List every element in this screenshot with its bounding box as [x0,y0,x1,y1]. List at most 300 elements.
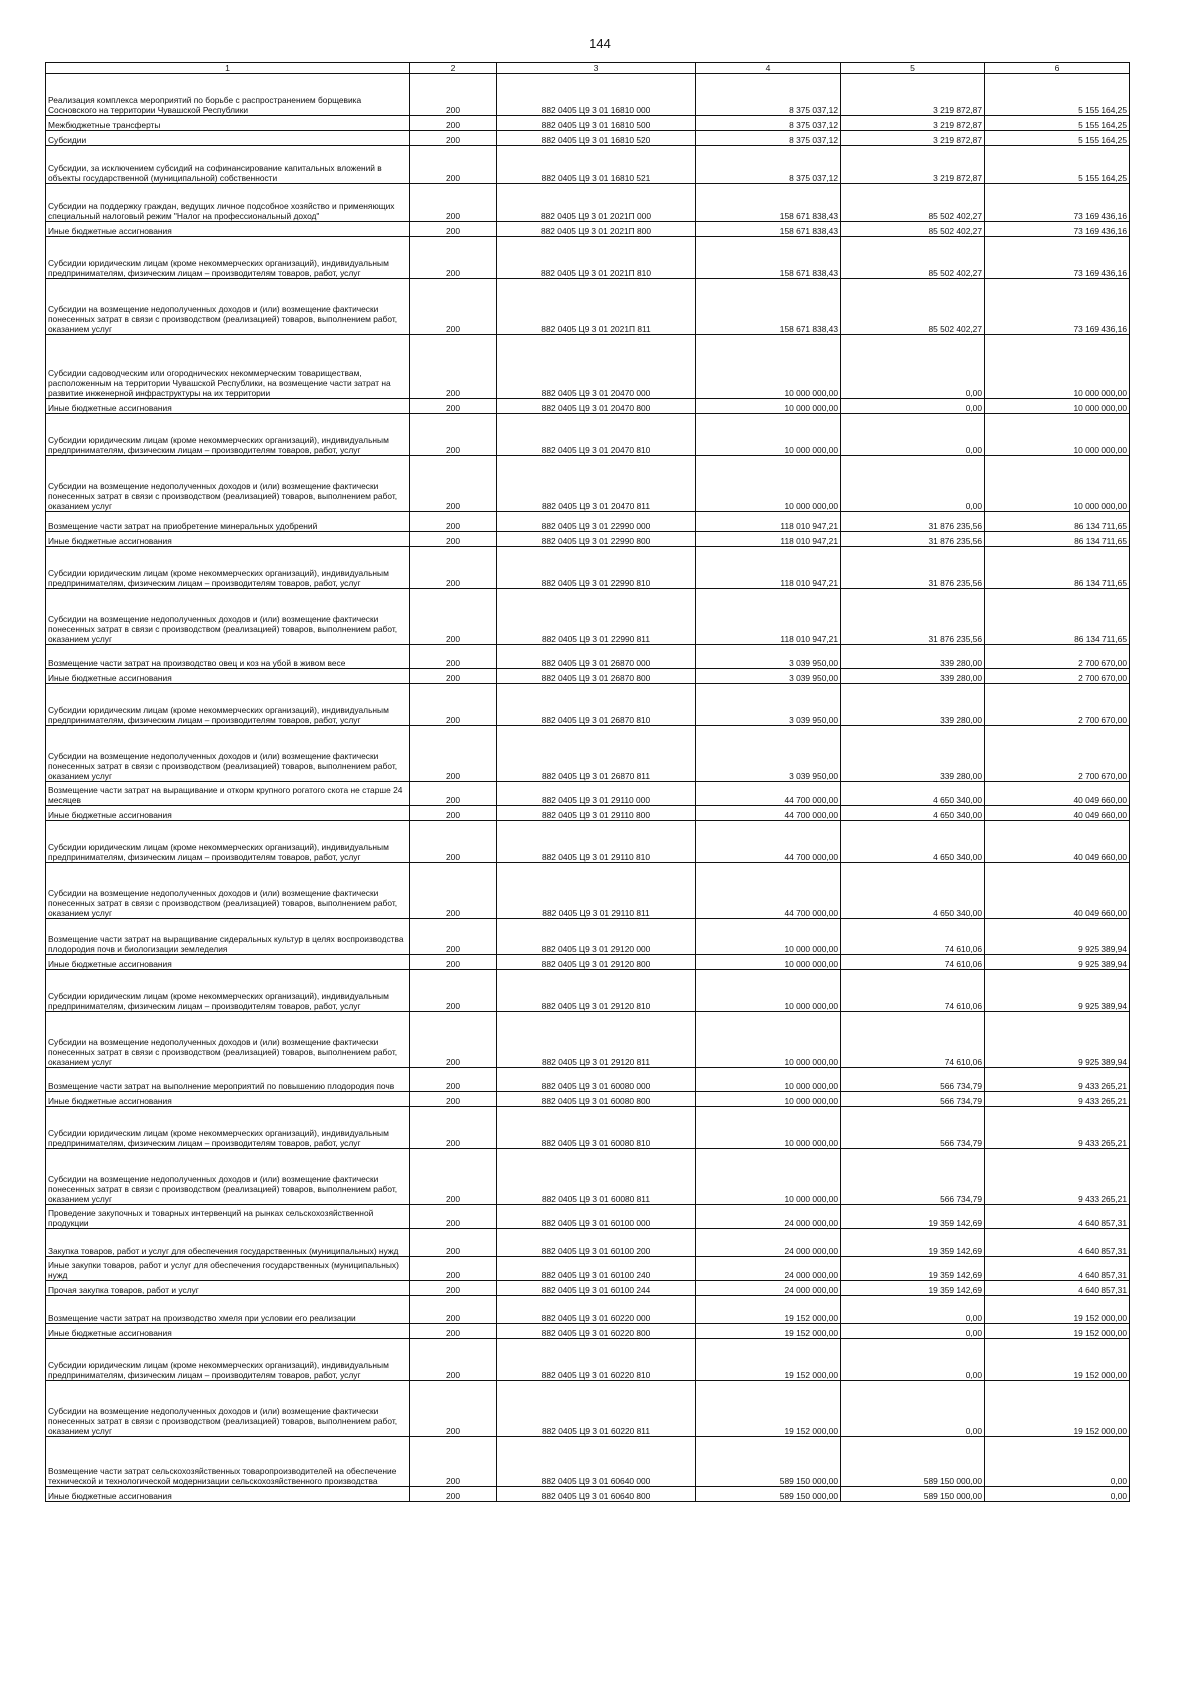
row-classification-cell: 882 0405 Ц9 3 01 20470 800 [497,399,696,414]
table-row [46,279,1130,335]
budget-table [45,62,1130,1502]
row-code-cell: 200 [410,1092,497,1107]
row-classification-cell: 882 0405 Ц9 3 01 29110 000 [497,782,696,806]
table-row [46,131,1130,146]
row-value-col6-cell: 9 433 265,21 [985,1068,1130,1092]
row-value-col4-cell: 118 010 947,21 [696,589,841,645]
row-name-cell: Субсидии юридическим лицам (кроме некоммерческих организаций), индивидуальным предпринимателям, физическим лицам – производителям товаров, работ, услуг [46,1339,410,1381]
row-name-cell: Иные бюджетные ассигнования [46,955,410,970]
row-value-col5-cell: 19 359 142,69 [841,1229,985,1257]
row-value-col5-cell: 19 359 142,69 [841,1205,985,1229]
row-value-col4-cell: 19 152 000,00 [696,1324,841,1339]
row-classification-cell: 882 0405 Ц9 3 01 29110 811 [497,863,696,919]
row-value-col4-cell: 10 000 000,00 [696,970,841,1012]
row-classification-cell: 882 0405 Ц9 3 01 60100 240 [497,1257,696,1281]
row-code-cell: 200 [410,669,497,684]
row-classification-cell: 882 0405 Ц9 3 01 60220 000 [497,1296,696,1324]
table-row [46,726,1130,782]
row-value-col5-cell: 85 502 402,27 [841,237,985,279]
row-code-cell: 200 [410,782,497,806]
row-name-cell: Субсидии юридическим лицам (кроме некоммерческих организаций), индивидуальным предпринимателям, физическим лицам – производителям товаров, работ, услуг [46,821,410,863]
row-value-col5-cell: 339 280,00 [841,726,985,782]
row-value-col6-cell: 73 169 436,16 [985,184,1130,222]
row-value-col5-cell: 74 610,06 [841,1012,985,1068]
row-value-col5-cell: 19 359 142,69 [841,1257,985,1281]
row-value-col6-cell: 2 700 670,00 [985,684,1130,726]
row-value-col5-cell: 566 734,79 [841,1092,985,1107]
row-value-col6-cell: 10 000 000,00 [985,399,1130,414]
row-value-col6-cell: 9 925 389,94 [985,919,1130,955]
row-classification-cell: 882 0405 Ц9 3 01 22990 811 [497,589,696,645]
table-header [46,63,1130,74]
row-value-col4-cell: 44 700 000,00 [696,863,841,919]
row-value-col5-cell: 4 650 340,00 [841,806,985,821]
table-row [46,1281,1130,1296]
table-row [46,414,1130,456]
row-code-cell: 200 [410,1205,497,1229]
row-code-cell: 200 [410,335,497,399]
page-number: 144 [589,36,611,51]
row-value-col4-cell: 8 375 037,12 [696,131,841,146]
row-classification-cell: 882 0405 Ц9 3 01 60220 800 [497,1324,696,1339]
row-value-col5-cell: 0,00 [841,399,985,414]
row-value-col6-cell: 40 049 660,00 [985,782,1130,806]
row-value-col5-cell: 74 610,06 [841,919,985,955]
row-classification-cell: 882 0405 Ц9 3 01 60640 800 [497,1487,696,1502]
column-header-2: 2 [410,63,497,74]
row-value-col6-cell: 73 169 436,16 [985,237,1130,279]
row-classification-cell: 882 0405 Ц9 3 01 20470 811 [497,456,696,512]
row-name-cell: Иные бюджетные ассигнования [46,1324,410,1339]
row-value-col4-cell: 8 375 037,12 [696,116,841,131]
row-code-cell: 200 [410,1012,497,1068]
row-name-cell: Межбюджетные трансферты [46,116,410,131]
table-row [46,512,1130,532]
row-code-cell: 200 [410,1107,497,1149]
row-code-cell: 200 [410,532,497,547]
row-code-cell: 200 [410,1149,497,1205]
row-value-col5-cell: 0,00 [841,1296,985,1324]
row-classification-cell: 882 0405 Ц9 3 01 29120 800 [497,955,696,970]
table-row [46,1437,1130,1487]
row-value-col5-cell: 0,00 [841,1324,985,1339]
row-value-col6-cell: 5 155 164,25 [985,116,1130,131]
row-value-col4-cell: 10 000 000,00 [696,456,841,512]
row-classification-cell: 882 0405 Ц9 3 01 26870 800 [497,669,696,684]
row-value-col6-cell: 19 152 000,00 [985,1324,1130,1339]
row-name-cell: Субсидии на возмещение недополученных доходов и (или) возмещение фактически понесенных затрат в связи с производством (реализацией) товаров, выполнением работ, оказанием услуг [46,1149,410,1205]
row-classification-cell: 882 0405 Ц9 3 01 2021П 800 [497,222,696,237]
row-value-col6-cell: 86 134 711,65 [985,589,1130,645]
row-value-col5-cell: 3 219 872,87 [841,116,985,131]
row-value-col6-cell: 2 700 670,00 [985,669,1130,684]
row-value-col5-cell: 339 280,00 [841,669,985,684]
table-row [46,782,1130,806]
row-classification-cell: 882 0405 Ц9 3 01 20470 810 [497,414,696,456]
row-name-cell: Возмещение части затрат на выращивание и откорм крупного рогатого скота не старше 24 месяцев [46,782,410,806]
row-value-col4-cell: 10 000 000,00 [696,1107,841,1149]
row-name-cell: Возмещение части затрат на выполнение мероприятий по повышению плодородия почв [46,1068,410,1092]
row-classification-cell: 882 0405 Ц9 3 01 26870 000 [497,645,696,669]
row-code-cell: 200 [410,821,497,863]
row-classification-cell: 882 0405 Ц9 3 01 26870 810 [497,684,696,726]
row-code-cell: 200 [410,684,497,726]
row-name-cell: Иные бюджетные ассигнования [46,806,410,821]
row-code-cell: 200 [410,806,497,821]
row-value-col5-cell: 31 876 235,56 [841,589,985,645]
row-classification-cell: 882 0405 Ц9 3 01 16810 500 [497,116,696,131]
row-name-cell: Реализация комплекса мероприятий по борьбе с распространением борщевика Сосновского на территории Чувашской Республики [46,74,410,116]
row-value-col6-cell: 40 049 660,00 [985,863,1130,919]
row-value-col6-cell: 5 155 164,25 [985,146,1130,184]
row-value-col6-cell: 40 049 660,00 [985,821,1130,863]
table-row [46,1149,1130,1205]
row-code-cell: 200 [410,645,497,669]
row-name-cell: Субсидии на возмещение недополученных доходов и (или) возмещение фактически понесенных затрат в связи с производством (реализацией) товаров, выполнением работ, оказанием услуг [46,863,410,919]
row-value-col5-cell: 566 734,79 [841,1068,985,1092]
table-row [46,547,1130,589]
row-code-cell: 200 [410,279,497,335]
row-code-cell: 200 [410,184,497,222]
row-value-col6-cell: 10 000 000,00 [985,414,1130,456]
row-value-col4-cell: 118 010 947,21 [696,532,841,547]
table-row [46,645,1130,669]
row-code-cell: 200 [410,414,497,456]
row-value-col6-cell: 2 700 670,00 [985,645,1130,669]
row-value-col4-cell: 589 150 000,00 [696,1437,841,1487]
row-value-col6-cell: 40 049 660,00 [985,806,1130,821]
row-name-cell: Иные бюджетные ассигнования [46,669,410,684]
row-value-col6-cell: 19 152 000,00 [985,1296,1130,1324]
row-name-cell: Иные закупки товаров, работ и услуг для обеспечения государственных (муниципальных) нужд [46,1257,410,1281]
row-classification-cell: 882 0405 Ц9 3 01 29110 810 [497,821,696,863]
budget-table-container [45,62,1129,1502]
row-value-col5-cell: 85 502 402,27 [841,279,985,335]
row-value-col4-cell: 10 000 000,00 [696,414,841,456]
row-classification-cell: 882 0405 Ц9 3 01 60100 200 [497,1229,696,1257]
row-value-col5-cell: 85 502 402,27 [841,222,985,237]
row-value-col4-cell: 3 039 950,00 [696,669,841,684]
row-name-cell: Проведение закупочных и товарных интервенций на рынках сельскохозяйственной продукции [46,1205,410,1229]
row-code-cell: 200 [410,726,497,782]
row-value-col4-cell: 10 000 000,00 [696,1092,841,1107]
row-value-col4-cell: 10 000 000,00 [696,335,841,399]
column-header-4: 4 [696,63,841,74]
row-value-col5-cell: 74 610,06 [841,955,985,970]
row-value-col5-cell: 4 650 340,00 [841,821,985,863]
row-value-col6-cell: 86 134 711,65 [985,547,1130,589]
row-classification-cell: 882 0405 Ц9 3 01 60220 810 [497,1339,696,1381]
row-classification-cell: 882 0405 Ц9 3 01 22990 810 [497,547,696,589]
table-row [46,399,1130,414]
row-classification-cell: 882 0405 Ц9 3 01 60100 244 [497,1281,696,1296]
row-value-col6-cell: 4 640 857,31 [985,1205,1130,1229]
row-value-col5-cell: 3 219 872,87 [841,74,985,116]
row-code-cell: 200 [410,970,497,1012]
row-value-col4-cell: 10 000 000,00 [696,1012,841,1068]
row-classification-cell: 882 0405 Ц9 3 01 16810 520 [497,131,696,146]
row-classification-cell: 882 0405 Ц9 3 01 29120 810 [497,970,696,1012]
row-value-col6-cell: 86 134 711,65 [985,532,1130,547]
row-code-cell: 200 [410,131,497,146]
row-name-cell: Субсидии садоводческим или огороднических некоммерческим товариществам, расположенным на территории Чувашской Республики, на возмещение части затрат на развитие инженерной инфраструктуры на их территории [46,335,410,399]
row-value-col6-cell: 9 925 389,94 [985,970,1130,1012]
row-name-cell: Субсидии юридическим лицам (кроме некоммерческих организаций), индивидуальным предпринимателям, физическим лицам – производителям товаров, работ, услуг [46,414,410,456]
table-row [46,237,1130,279]
row-code-cell: 200 [410,456,497,512]
row-value-col4-cell: 19 152 000,00 [696,1296,841,1324]
table-row [46,456,1130,512]
row-name-cell: Субсидии на возмещение недополученных доходов и (или) возмещение фактически понесенных затрат в связи с производством (реализацией) товаров, выполнением работ, оказанием услуг [46,1381,410,1437]
row-value-col6-cell: 10 000 000,00 [985,335,1130,399]
table-row [46,1229,1130,1257]
table-row [46,1487,1130,1502]
row-value-col4-cell: 3 039 950,00 [696,684,841,726]
row-value-col4-cell: 10 000 000,00 [696,919,841,955]
table-row [46,1107,1130,1149]
row-value-col5-cell: 0,00 [841,414,985,456]
row-classification-cell: 882 0405 Ц9 3 01 2021П 811 [497,279,696,335]
row-code-cell: 200 [410,237,497,279]
row-code-cell: 200 [410,1381,497,1437]
row-value-col5-cell: 566 734,79 [841,1107,985,1149]
row-classification-cell: 882 0405 Ц9 3 01 60080 000 [497,1068,696,1092]
row-classification-cell: 882 0405 Ц9 3 01 16810 521 [497,146,696,184]
column-header-5: 5 [841,63,985,74]
row-code-cell: 200 [410,589,497,645]
row-value-col6-cell: 0,00 [985,1437,1130,1487]
table-row [46,335,1130,399]
column-header-1: 1 [46,63,410,74]
row-code-cell: 200 [410,512,497,532]
row-name-cell: Субсидии на возмещение недополученных доходов и (или) возмещение фактически понесенных затрат в связи с производством (реализацией) товаров, выполнением работ, оказанием услуг [46,589,410,645]
row-name-cell: Возмещение части затрат на приобретение минеральных удобрений [46,512,410,532]
row-classification-cell: 882 0405 Ц9 3 01 60080 800 [497,1092,696,1107]
row-name-cell: Возмещение части затрат на выращивание сидеральных культур в целях воспроизводства плодородия почв и биологизации земледелия [46,919,410,955]
row-name-cell: Иные бюджетные ассигнования [46,1487,410,1502]
row-value-col6-cell: 5 155 164,25 [985,74,1130,116]
row-value-col5-cell: 339 280,00 [841,645,985,669]
column-number-row [46,63,1130,74]
row-value-col4-cell: 8 375 037,12 [696,74,841,116]
row-name-cell: Закупка товаров, работ и услуг для обеспечения государственных (муниципальных) нужд [46,1229,410,1257]
row-value-col4-cell: 24 000 000,00 [696,1281,841,1296]
row-value-col4-cell: 158 671 838,43 [696,279,841,335]
row-value-col4-cell: 44 700 000,00 [696,806,841,821]
row-value-col6-cell: 0,00 [985,1487,1130,1502]
row-value-col4-cell: 118 010 947,21 [696,547,841,589]
row-value-col4-cell: 24 000 000,00 [696,1205,841,1229]
row-value-col6-cell: 4 640 857,31 [985,1257,1130,1281]
table-row [46,146,1130,184]
row-value-col6-cell: 2 700 670,00 [985,726,1130,782]
row-name-cell: Субсидии юридическим лицам (кроме некоммерческих организаций), индивидуальным предпринимателям, физическим лицам – производителям товаров, работ, услуг [46,970,410,1012]
row-name-cell: Субсидии юридическим лицам (кроме некоммерческих организаций), индивидуальным предпринимателям, физическим лицам – производителям товаров, работ, услуг [46,237,410,279]
row-classification-cell: 882 0405 Ц9 3 01 29110 800 [497,806,696,821]
row-classification-cell: 882 0405 Ц9 3 01 60640 000 [497,1437,696,1487]
row-value-col5-cell: 589 150 000,00 [841,1487,985,1502]
row-code-cell: 200 [410,1296,497,1324]
row-name-cell: Субсидии на возмещение недополученных доходов и (или) возмещение фактически понесенных затрат в связи с производством (реализацией) товаров, выполнением работ, оказанием услуг [46,1012,410,1068]
table-row [46,1296,1130,1324]
row-value-col4-cell: 10 000 000,00 [696,399,841,414]
row-value-col5-cell: 339 280,00 [841,684,985,726]
row-value-col6-cell: 5 155 164,25 [985,131,1130,146]
row-code-cell: 200 [410,1437,497,1487]
table-row [46,1205,1130,1229]
row-value-col5-cell: 4 650 340,00 [841,863,985,919]
row-value-col4-cell: 44 700 000,00 [696,782,841,806]
row-value-col4-cell: 589 150 000,00 [696,1487,841,1502]
row-value-col4-cell: 44 700 000,00 [696,821,841,863]
row-name-cell: Иные бюджетные ассигнования [46,222,410,237]
table-row [46,863,1130,919]
table-row [46,1257,1130,1281]
row-classification-cell: 882 0405 Ц9 3 01 22990 000 [497,512,696,532]
row-name-cell: Иные бюджетные ассигнования [46,1092,410,1107]
row-value-col4-cell: 158 671 838,43 [696,184,841,222]
row-value-col5-cell: 74 610,06 [841,970,985,1012]
row-code-cell: 200 [410,1487,497,1502]
table-row [46,116,1130,131]
row-value-col5-cell: 85 502 402,27 [841,184,985,222]
row-name-cell: Возмещение части затрат на производство хмеля при условии его реализации [46,1296,410,1324]
table-row [46,1381,1130,1437]
row-code-cell: 200 [410,222,497,237]
table-row [46,589,1130,645]
row-value-col5-cell: 19 359 142,69 [841,1281,985,1296]
row-value-col4-cell: 3 039 950,00 [696,726,841,782]
row-name-cell: Возмещение части затрат сельскохозяйственных товаропроизводителей на обеспечение технической и технологической модернизации сельскохозяйственного производства [46,1437,410,1487]
row-name-cell: Субсидии юридическим лицам (кроме некоммерческих организаций), индивидуальным предпринимателям, физическим лицам – производителям товаров, работ, услуг [46,1107,410,1149]
column-header-3: 3 [497,63,696,74]
row-code-cell: 200 [410,1339,497,1381]
row-value-col5-cell: 0,00 [841,1339,985,1381]
row-code-cell: 200 [410,1229,497,1257]
table-row [46,806,1130,821]
row-classification-cell: 882 0405 Ц9 3 01 60080 811 [497,1149,696,1205]
table-row [46,821,1130,863]
row-value-col4-cell: 10 000 000,00 [696,1149,841,1205]
row-value-col5-cell: 4 650 340,00 [841,782,985,806]
row-value-col6-cell: 73 169 436,16 [985,222,1130,237]
row-value-col6-cell: 9 433 265,21 [985,1149,1130,1205]
row-value-col5-cell: 0,00 [841,1381,985,1437]
row-value-col6-cell: 9 925 389,94 [985,955,1130,970]
row-value-col4-cell: 8 375 037,12 [696,146,841,184]
row-value-col5-cell: 3 219 872,87 [841,131,985,146]
table-body [46,74,1130,1502]
row-code-cell: 200 [410,1281,497,1296]
row-classification-cell: 882 0405 Ц9 3 01 29120 000 [497,919,696,955]
row-value-col5-cell: 31 876 235,56 [841,532,985,547]
row-name-cell: Прочая закупка товаров, работ и услуг [46,1281,410,1296]
row-classification-cell: 882 0405 Ц9 3 01 60100 000 [497,1205,696,1229]
row-value-col4-cell: 158 671 838,43 [696,237,841,279]
table-row [46,955,1130,970]
row-name-cell: Субсидии юридическим лицам (кроме некоммерческих организаций), индивидуальным предпринимателям, физическим лицам – производителям товаров, работ, услуг [46,684,410,726]
row-value-col6-cell: 9 433 265,21 [985,1092,1130,1107]
row-classification-cell: 882 0405 Ц9 3 01 29120 811 [497,1012,696,1068]
row-name-cell: Субсидии на возмещение недополученных доходов и (или) возмещение фактически понесенных затрат в связи с производством (реализацией) товаров, выполнением работ, оказанием услуг [46,279,410,335]
row-classification-cell: 882 0405 Ц9 3 01 22990 800 [497,532,696,547]
table-row [46,1012,1130,1068]
table-row [46,1092,1130,1107]
table-row [46,919,1130,955]
row-value-col4-cell: 19 152 000,00 [696,1339,841,1381]
row-value-col4-cell: 10 000 000,00 [696,955,841,970]
row-name-cell: Иные бюджетные ассигнования [46,532,410,547]
table-row [46,970,1130,1012]
row-value-col5-cell: 31 876 235,56 [841,512,985,532]
row-value-col5-cell: 0,00 [841,335,985,399]
row-name-cell: Иные бюджетные ассигнования [46,399,410,414]
row-value-col6-cell: 9 433 265,21 [985,1107,1130,1149]
row-name-cell: Субсидии на возмещение недополученных доходов и (или) возмещение фактически понесенных затрат в связи с производством (реализацией) товаров, выполнением работ, оказанием услуг [46,726,410,782]
row-code-cell: 200 [410,74,497,116]
table-row [46,684,1130,726]
row-classification-cell: 882 0405 Ц9 3 01 60220 811 [497,1381,696,1437]
row-value-col4-cell: 10 000 000,00 [696,1068,841,1092]
row-name-cell: Субсидии на поддержку граждан, ведущих личное подсобное хозяйство и применяющих специальный налоговый режим "Налог на профессиональный доход" [46,184,410,222]
row-value-col6-cell: 4 640 857,31 [985,1229,1130,1257]
row-classification-cell: 882 0405 Ц9 3 01 16810 000 [497,74,696,116]
table-row [46,74,1130,116]
column-header-6: 6 [985,63,1130,74]
row-code-cell: 200 [410,399,497,414]
row-name-cell: Субсидии на возмещение недополученных доходов и (или) возмещение фактически понесенных затрат в связи с производством (реализацией) товаров, выполнением работ, оказанием услуг [46,456,410,512]
row-name-cell: Субсидии юридическим лицам (кроме некоммерческих организаций), индивидуальным предпринимателям, физическим лицам – производителям товаров, работ, услуг [46,547,410,589]
table-row [46,1068,1130,1092]
row-code-cell: 200 [410,547,497,589]
row-name-cell: Возмещение части затрат на производство овец и коз на убой в живом весе [46,645,410,669]
row-code-cell: 200 [410,1257,497,1281]
row-value-col4-cell: 24 000 000,00 [696,1257,841,1281]
row-name-cell: Субсидии, за исключением субсидий на софинансирование капитальных вложений в объекты государственной (муниципальной) собственности [46,146,410,184]
table-row [46,1324,1130,1339]
row-value-col6-cell: 10 000 000,00 [985,456,1130,512]
row-code-cell: 200 [410,1324,497,1339]
row-value-col4-cell: 3 039 950,00 [696,645,841,669]
row-value-col6-cell: 9 925 389,94 [985,1012,1130,1068]
table-row [46,669,1130,684]
row-value-col6-cell: 19 152 000,00 [985,1381,1130,1437]
row-value-col4-cell: 19 152 000,00 [696,1381,841,1437]
row-classification-cell: 882 0405 Ц9 3 01 26870 811 [497,726,696,782]
row-value-col4-cell: 118 010 947,21 [696,512,841,532]
row-value-col5-cell: 566 734,79 [841,1149,985,1205]
row-value-col6-cell: 73 169 436,16 [985,279,1130,335]
row-code-cell: 200 [410,863,497,919]
row-classification-cell: 882 0405 Ц9 3 01 2021П 810 [497,237,696,279]
table-row [46,222,1130,237]
row-value-col5-cell: 589 150 000,00 [841,1437,985,1487]
row-value-col6-cell: 86 134 711,65 [985,512,1130,532]
row-classification-cell: 882 0405 Ц9 3 01 20470 000 [497,335,696,399]
row-name-cell: Субсидии [46,131,410,146]
row-code-cell: 200 [410,116,497,131]
row-code-cell: 200 [410,146,497,184]
row-code-cell: 200 [410,955,497,970]
row-value-col6-cell: 4 640 857,31 [985,1281,1130,1296]
row-value-col4-cell: 158 671 838,43 [696,222,841,237]
row-value-col4-cell: 24 000 000,00 [696,1229,841,1257]
row-value-col5-cell: 3 219 872,87 [841,146,985,184]
row-value-col5-cell: 31 876 235,56 [841,547,985,589]
row-value-col5-cell: 0,00 [841,456,985,512]
row-code-cell: 200 [410,1068,497,1092]
row-classification-cell: 882 0405 Ц9 3 01 60080 810 [497,1107,696,1149]
